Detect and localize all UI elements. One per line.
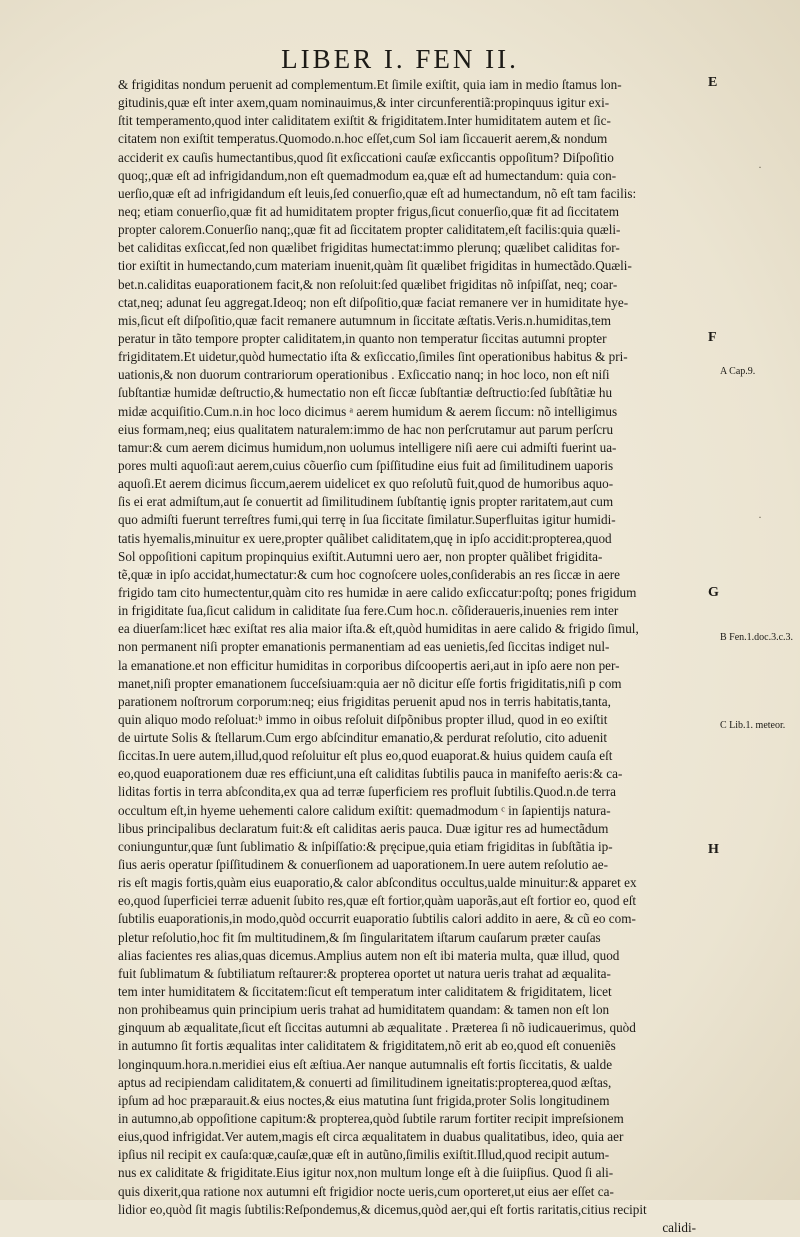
text-line: ſius aeris operatur ſpiſſitudinem & conuerſionem ad uaporationem.In uere autem reſolutio ae-	[118, 857, 608, 873]
text-line: lidior eo,quòd ſit magis ſubtilis:Reſpondemus,& dicemus,quòd aer,qui eſt fortis raritatis,citius recipit	[118, 1201, 647, 1217]
text-line: liditas fortis in terra abſcondita,ex qua ad terræ ſuperficiem res profluit ſubtilis.Quod.n.de terra	[118, 784, 617, 800]
text-line: in autumno ſit fortis æqualitas inter caliditatem & frigiditatem,nõ erit ab eo,quod eſt conueniẽs	[118, 1038, 616, 1054]
text-line: nus ex caliditate & frigiditate.Eius igitur nox,non multum longe eſt à die ſuiipſius. Quod ſi ali-	[118, 1165, 614, 1181]
text-line: coniunguntur,quæ ſunt ſublimatio & inſpiſſatio:& pręcipue,quia etiam frigiditas in ſubſtãtia ip-	[118, 838, 613, 854]
text-line: tẽ,quæ in ipſo accidat,humectatur:& cum hoc cognoſcere uoles,conſiderabis an res ſiccæ in aere	[118, 566, 621, 582]
gutter-dot: ·	[758, 160, 762, 174]
text-line: tatis hyemalis,minuitur ex uere,propter quãlibet caliditatem,quę in ipſo accidit:propterea,quod	[118, 530, 612, 546]
text-line: in autumno,ab oppoſitione capitum:& propterea,quòd ſubtile rarum fortiter recipit impreſsionem	[118, 1111, 624, 1127]
text-line: propter calorem.Conuerſio nanq;,quæ fit ad ſiccitatem propter caliditatem,eſt facilis:quia quæli-	[118, 222, 621, 238]
text-line: calidi-	[662, 1219, 696, 1235]
text-line: mis,ſicut eſt diſpoſitio,quæ facit remanere autumnum in ſiccitate æſtatis.Veris.n.humiditas,tem	[118, 312, 611, 328]
text-line: ſtit temperamento,quod inter caliditatem exiſtit & frigiditatem.Inter humiditatem autem et ſic-	[118, 113, 611, 129]
text-line: frigido tam cito humectentur,quàm cito res humidæ in aere calido exſiccatur:poſtq; pones frigidum	[118, 584, 637, 600]
text-line: peratur in tãto tempore propter caliditatem,in quanto non temperatur ſiccitas autumni propter	[118, 330, 607, 346]
margin-note-a: A Cap.9.	[720, 366, 756, 377]
text-line: uationis,& non duorum contrariorum operationibus . Exſiccatio nanq; in hoc loco, non eſt niſi	[118, 367, 610, 383]
section-letter-f: F	[708, 330, 717, 345]
text-line: ſubſtantiæ humidæ deſtructio,& humectatio non eſt ſiccæ ſubſtantiæ deſtructio:ſed ſubſtãtiæ hu	[118, 385, 613, 401]
text-line: ſubtilis euaporationis,in modo,quòd occurrit euaporatio ſubtilis calori addito in aere, & cũ eo com-	[118, 911, 636, 927]
text-line: quin aliquo modo reſoluat:ᵇ immo in oibus reſoluit diſpõnibus propter illud, quod in eo exiſtit	[118, 711, 608, 727]
text-line: eius formam,neq; eius qualitatem naturalem:immo de hac non perſcrutamur aut parum perſcru	[118, 421, 614, 437]
text-line: ginquum ab æqualitate,ſicut eſt ſiccitas autumni ab æqualitate . Præterea ſi nõ iudicauerimus, quòd	[118, 1020, 636, 1036]
section-letter-h: H	[708, 842, 719, 857]
text-line: frigiditatem.Et uidetur,quòd humectatio iſta & exſiccatio,ſimiles ſint operationibus habitus & pri-	[118, 349, 628, 365]
text-line: libus principalibus declaratum fuit:& eſt caliditas aeris pauca. Duæ igitur res ad humectãdum	[118, 820, 609, 836]
text-line: & frigiditas nondum peruenit ad complementum.Et ſimile exiſtit, quia iam in medio ſtamus lon-	[118, 77, 622, 92]
gutter-dot: ·	[758, 510, 762, 524]
section-letter-e: E	[708, 75, 718, 90]
text-line: bet.n.caliditas euaporationem facit,& non reſoluit:ſed quælibet frigiditas nõ inſpiſſat, neq; coar-	[118, 276, 618, 292]
text-line: occultum eſt,in hyeme uehementi calore calidum exiſtit: quemadmodum ᶜ in ſapientijs natura-	[118, 802, 611, 818]
text-line: ipſum ad hoc præparauit.& eius noctes,& eius matutina ſunt frigida,proter Solis longitudinem	[118, 1092, 610, 1108]
text-line: pores multi aquoſi:aut aerem,cuius cõuerſio cum ſpiſſitudine eius fuit ad ſimilitudinem uaporis	[118, 457, 614, 473]
text-line: manet,niſi propter emanationem ſucceſsiuam:quia aer nõ dicitur eſſe fortis frigiditatis,niſi p com	[118, 675, 622, 691]
text-line: fuit ſublimatum & ſubtiliatum reſtaurer:& propterea oportet ut natura ueris trahat ad æqualita-	[118, 965, 611, 981]
text-line: ſis ei erat admiſtum,aut ſe conuertit ad ſimilitudinem ſubſtantię ignis propter raritatem,aut cum	[118, 494, 614, 510]
text-line: la emanatione.et non efficitur humiditas in corporibus diſcoopertis aeri,aut in ipſo aere non per-	[118, 657, 620, 673]
text-line: aptus ad recipiendam caliditatem,& conuerti ad ſimilitudinem igneitatis:propterea,quod æſtas,	[118, 1074, 612, 1090]
text-line: parationem noſtrorum corporum:neq; eius frigiditas peruenit apud nos in terris habitatis,tanta,	[118, 693, 611, 709]
text-line: longinquum.hora.n.meridiei eius eſt æſtiua.Aer nanque autumnalis eſt fortis ſiccitatis, & ualde	[118, 1056, 613, 1072]
text-line: ris eſt magis fortis,quàm eius euaporatio,& calor abſconditus occultus,ualde minuitur:& apparet ex	[118, 875, 637, 891]
text-line: pletur reſolutio,hoc fit ſm multitudinem,& ſm ſingularitatem iſtarum cauſarum præter cauſas	[118, 929, 601, 945]
text-line: de uirtute Solis & ſtellarum.Cum ergo abſcinditur emanatio,& perdurat reſolutio, cito aduenit	[118, 730, 608, 746]
text-line: aquoſi.Et aerem dicimus ſiccum,aerem uidelicet ex quo reſolutũ fuit,quod de humoribus aquo-	[118, 476, 614, 492]
text-line: ſiccitas.In uere autem,illud,quod reſoluitur eſt plus eo,quod euaporat.& huius quidem cauſa eſt	[118, 748, 613, 764]
text-line: ea diuerſam:licet hæc exiſtat res alia maior iſta.& eſt,quòd humiditas in aere calido & frigido ſimul,	[118, 621, 639, 637]
text-line: alias facientes res alias,quas dicemus.Amplius autem non eſt ibi materia multa, quæ illud, quod	[118, 947, 620, 963]
text-line: quis dixerit,qua ratione nox autumni eſt frigidior nocte ueris,cum oporteret,ut eius aer eſſet ca-	[118, 1183, 614, 1199]
text-line: acciderit ex cauſis humectantibus,quod ſit exſiccationi cauſæ exſiccantis oppoſitum? Diſpoſitio	[118, 149, 614, 165]
margin-note-b: B Fen.1.doc.3.c.3.	[720, 632, 794, 643]
text-line: gitudinis,quæ eſt inter axem,quam nominauimus,& inter circunferentiã:propinquus igitur exi-	[118, 95, 610, 111]
running-header: LIBER I. FEN II.	[281, 44, 519, 74]
text-line: eius,quod infrigidat.Ver autem,magis eſt circa æqualitatem in duabus qualitatibus, ideo, quia aer	[118, 1129, 624, 1145]
text-line: non prohibeamus quin principium ueris trahat ad humiditatem quandam: & tamen non eſt lon	[118, 1002, 610, 1018]
section-letter-g: G	[708, 585, 719, 600]
text-line: eo,quod ſuperficiei terræ aduenit ſubito res,quæ eſt fortior,quàm uaporãs,aut eſt fortior eo, quod eſt	[118, 893, 637, 909]
text-line: Sol oppoſitioni capitum propinquius exiſtit.Autumni uero aer, non propter quãlibet frigidita-	[118, 548, 603, 564]
text-line: tamur:& cum aerem dicimus humidum,non uolumus intelligere niſi aere cui admiſti fuerint ua-	[118, 439, 617, 455]
text-line: tem inter humiditatem & ſiccitatem:ſicut eſt temperatum inter caliditatem & frigiditatem, licet	[118, 984, 612, 1000]
margin-note-c: C Lib.1. meteor.	[720, 720, 786, 731]
text-line: neq; etiam conuerſio,quæ fit ad humiditatem propter frigus,ſicut conuerſio,quæ fit ad ſiccitatem	[118, 203, 619, 219]
text-line: in frigiditate ſua,ſicut calidum in caliditate ſua fere.Cum hoc.n. cõſideraueris,inuenies rem inter	[118, 603, 619, 619]
text-line: ctat,neq; adunat ſeu aggregat.Ideoq; non eſt diſpoſitio,quæ faciat remanere ver in humiditate hye-	[118, 294, 629, 310]
text-line: quoq;,quæ eſt ad infrigidandum,non eſt quemadmodum ea,quæ eſt ad humectandum: quia con-	[118, 167, 617, 183]
text-line: eo,quod euaporationem duæ res efficiunt,una eſt caliditas ſubtilis pauca in manifeſto aeris:& ca-	[118, 766, 623, 782]
text-line: tior exiſtit in humectando,cum materiam inuenit,quàm ſit quælibet frigiditas in humectãdo.Quæli-	[118, 258, 632, 274]
text-line: uerſio,quæ eſt ad infrigidandum eſt leuis,ſed conuerſio,quæ eſt ad humectandum, nõ eſt tam facilis:	[118, 185, 637, 201]
text-line: quo admiſti fuerunt terreſtres fumi,qui terrę in ſua ſiccitate ſimilatur.Superfluitas igitur humidi-	[118, 512, 616, 528]
text-line: non permanent niſi propter emanationis permanentiam ad eas uenietis,ſed ſiccitas indiget nul-	[118, 639, 610, 655]
main-text-column	[118, 76, 714, 1237]
text-line: midæ acquiſitio.Cum.n.in hoc loco dicimus ᵃ aerem humidum & aerem ſiccum: nõ intelligimus	[118, 403, 618, 419]
text-line: ipſius nil recipit ex cauſa:quæ,cauſæ,quæ eſt in autũno,ſimilis exiſtit.Illud,quod recipit autum-	[118, 1147, 610, 1163]
text-line: citatem non exiſtit temperatus.Quomodo.n.hoc eſſet,cum Sol iam ſiccauerit aerem,& nondum	[118, 131, 608, 147]
text-line: bet caliditas exſiccat,ſed non quælibet frigiditas humectat:immo plerunq; quælibet caliditas for-	[118, 240, 620, 256]
